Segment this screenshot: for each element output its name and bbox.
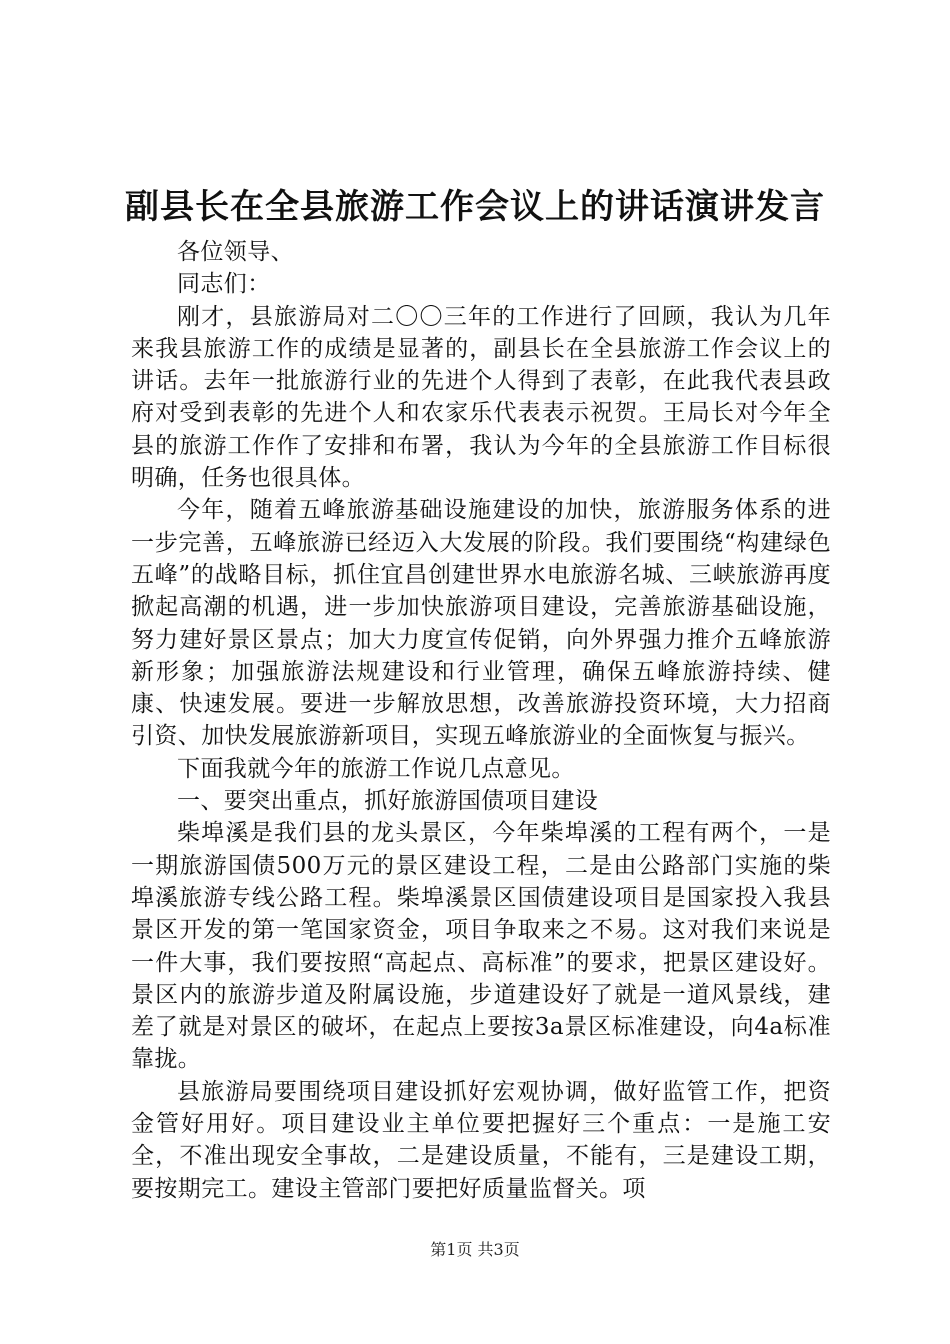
page-number-footer: 第1页 共3页 xyxy=(430,1240,520,1259)
paragraph-intro-opinions: 下面我就今年的旅游工作说几点意见。 xyxy=(177,755,575,782)
paragraph-salutation-2: 同志们： xyxy=(177,271,271,298)
section-heading-1: 一、要突出重点，抓好旅游国债项目建设 xyxy=(177,788,599,815)
paragraph-review: 刚才，县旅游局对二〇〇三年的工作进行了回顾，我认为几年来我县旅游工作的成绩是显著的，副县长在全县旅游工作会议上的讲话。去年一批旅游行业的先进个人得到了表彰，在此我代表县政府对受到表彰的先进个人和农家乐代表表示祝贺。王局长对今年全县的旅游工作作了安排和布署，我认为今年的全县旅游工作目标很明确，任务也很具体。 xyxy=(131,303,831,492)
paragraph-salutation-1: 各位领导、 xyxy=(177,239,294,265)
document-title: 副县长在全县旅游工作会议上的讲话演讲发言 xyxy=(125,187,825,227)
paragraph-supervision: 县旅游局要围绕项目建设抓好宏观协调，做好监管工作，把资金管好用好。项目建设业主单位要把握好三个重点：一是施工安全，不准出现安全事故，二是建设质量，不能有，三是建设工期，要按期完工。建设主管部门要把好质量监督关。项 xyxy=(131,1078,831,1202)
document-body xyxy=(131,236,831,1205)
paragraph-chaibuxi: 柴埠溪是我们县的龙头景区，今年柴埠溪的工程有两个，一是一期旅游国债500万元的景区建设工程，二是由公路部门实施的柴埠溪旅游专线公路工程。柴埠溪景区国债建设项目是国家投入我县景区开发的第一笔国家资金，项目争取来之不易。这对我们来说是一件大事，我们要按照“高起点、高标准”的要求，把景区建设好。景区内的旅游步道及附属设施，步道建设好了就是一道风景线，建差了就是对景区的破坏，在起点上要按3a景区标准建设，向4a标准靠拢。 xyxy=(131,820,831,1073)
paragraph-development: 今年，随着五峰旅游基础设施建设的加快，旅游服务体系的进一步完善，五峰旅游已经迈入大发展的阶段。我们要围绕“构建绿色五峰”的战略目标，抓住宜昌创建世界水电旅游名城、三峡旅游再度掀起高潮的机遇，进一步加快旅游项目建设，完善旅游基础设施，努力建好景区景点；加大力度宣传促销，向外界强力推介五峰旅游新形象；加强旅游法规建设和行业管理，确保五峰旅游持续、健康、快速发展。要进一步解放思想，改善旅游投资环境，大力招商引资、加快发展旅游新项目，实现五峰旅游业的全面恢复与振兴。 xyxy=(131,497,831,750)
